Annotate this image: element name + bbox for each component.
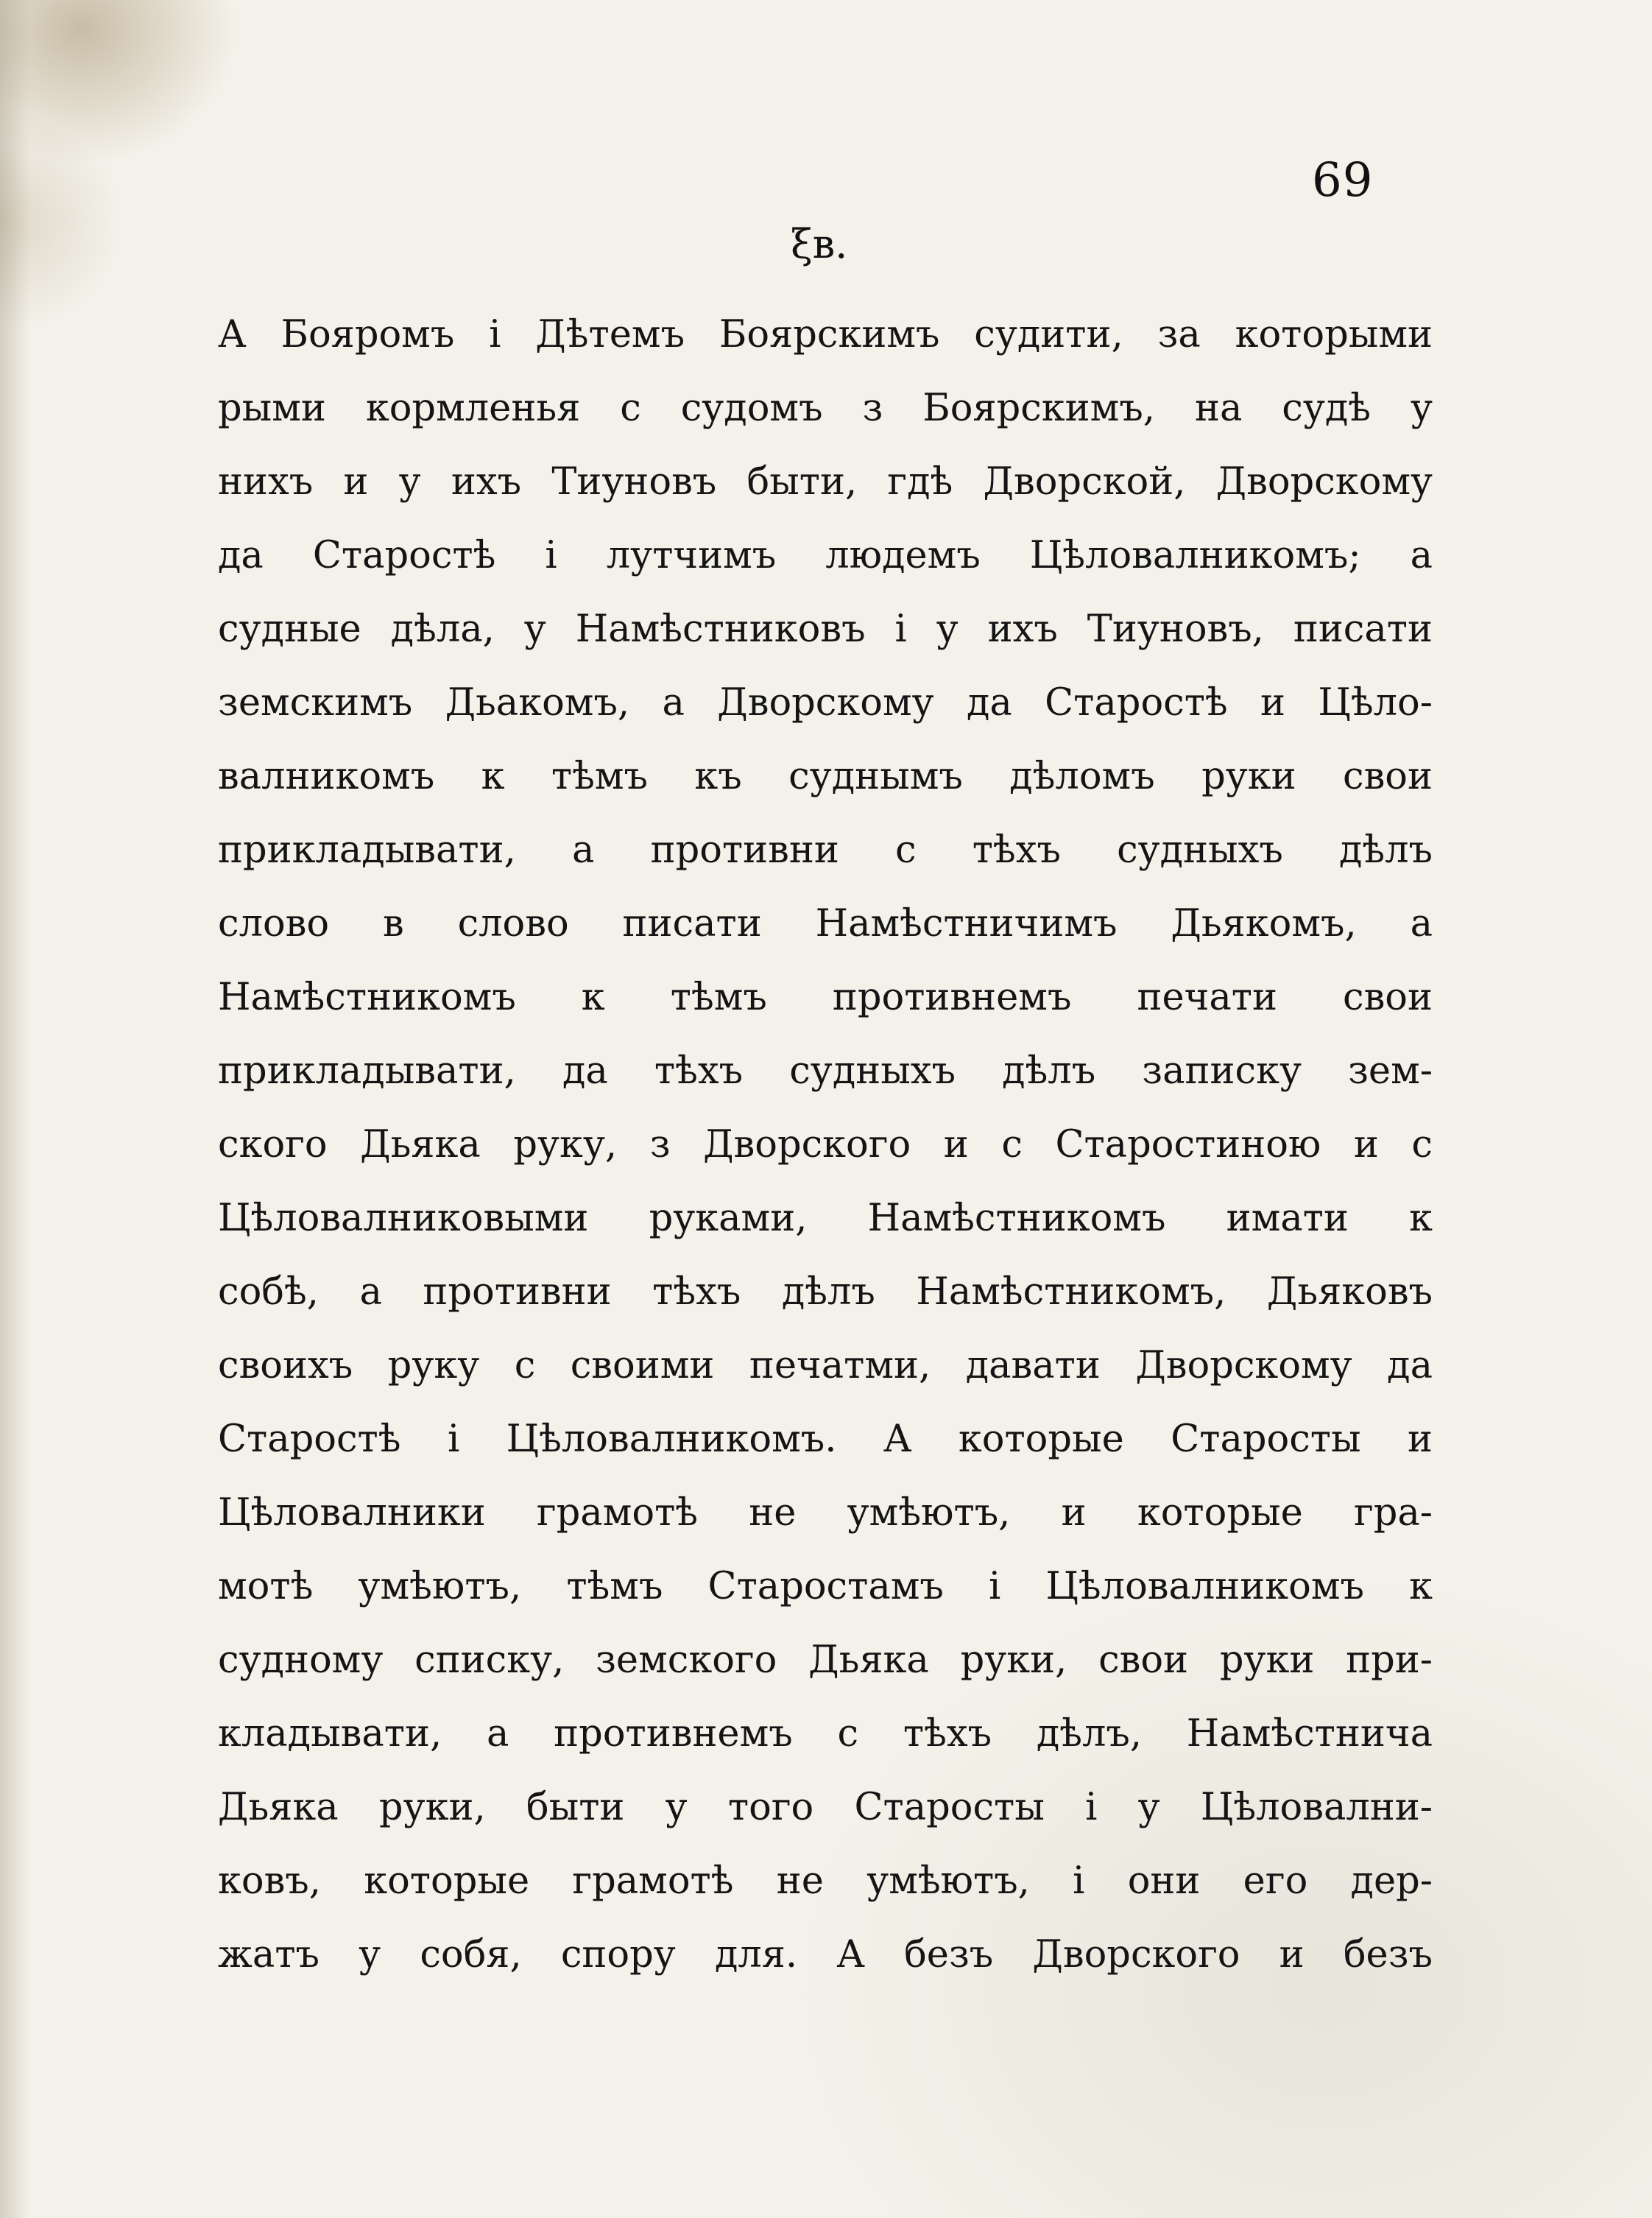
text-line: Цѣловалники грамотѣ не умѣютъ, и которые гра-: [218, 1491, 1433, 1535]
page-number: 69: [1312, 153, 1374, 208]
text-line: Цѣловалниковыми руками, Намѣстникомъ имати к: [218, 1197, 1433, 1240]
page-stain: [0, 0, 29, 2218]
text-line: валникомъ к тѣмъ къ суднымъ дѣломъ руки свои: [218, 755, 1433, 798]
text-line: судному списку, земского Дьяка руки, свои руки при-: [218, 1638, 1433, 1682]
text-line: прикладывати, а противни с тѣхъ судныхъ дѣлъ: [218, 828, 1433, 872]
text-line: жатъ у собя, спору для. А безъ Дворского и безъ: [218, 1933, 1433, 1976]
text-line: рыми кормленья с судомъ з Боярскимъ, на судѣ у: [218, 387, 1433, 430]
text-line: прикладывати, да тѣхъ судныхъ дѣлъ записку зем-: [218, 1049, 1433, 1093]
text-line: земскимъ Дьакомъ, а Дворскому да Старостѣ и Цѣло-: [218, 681, 1433, 725]
text-line: Дьяка руки, быти у того Старосты і у Цѣловални-: [218, 1786, 1433, 1829]
text-line: мотѣ умѣютъ, тѣмъ Старостамъ і Цѣловалникомъ к: [218, 1565, 1433, 1608]
text-line: собѣ, а противни тѣхъ дѣлъ Намѣстникомъ, Дьяковъ: [218, 1270, 1433, 1314]
text-line: кладывати, а противнемъ с тѣхъ дѣлъ, Намѣстнича: [218, 1712, 1433, 1756]
text-line: А Бояромъ і Дѣтемъ Боярскимъ судити, за которыми: [218, 313, 1433, 356]
text-line: слово в слово писати Намѣстничимъ Дьякомъ, а: [218, 902, 1433, 946]
text-line: судные дѣла, у Намѣстниковъ і у ихъ Тиуновъ, писати: [218, 608, 1433, 651]
body-text: [218, 298, 1433, 1992]
text-line: нихъ и у ихъ Тиуновъ быти, гдѣ Дворской, Дворскому: [218, 460, 1433, 504]
text-line: да Старостѣ і лутчимъ людемъ Цѣловалникомъ; а: [218, 534, 1433, 577]
text-line: Намѣстникомъ к тѣмъ противнемъ печати свои: [218, 976, 1433, 1019]
text-line: ского Дьяка руку, з Дворского и с Старостиною и с: [218, 1123, 1433, 1166]
section-heading: ξв.: [791, 221, 848, 267]
text-line: ковъ, которые грамотѣ не умѣютъ, і они его дер-: [218, 1859, 1433, 1903]
text-line: Старостѣ і Цѣловалникомъ. А которые Старосты и: [218, 1418, 1433, 1461]
text-line: своихъ руку с своими печатми, давати Дворскому да: [218, 1344, 1433, 1387]
